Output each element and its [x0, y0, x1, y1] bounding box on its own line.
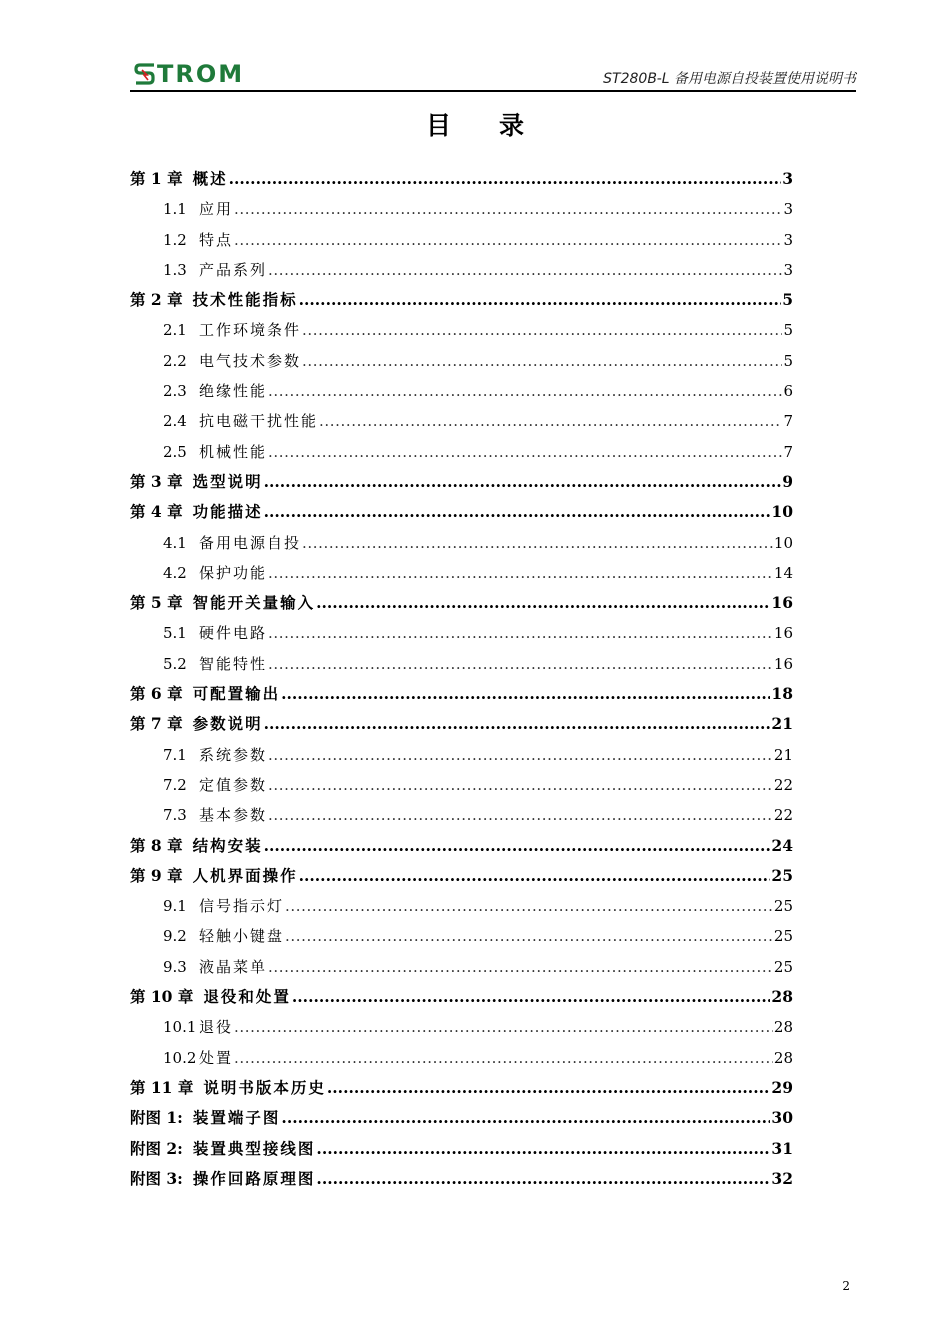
toc-entry-page: 3 [783, 260, 793, 279]
toc-section-entry[interactable] [130, 376, 793, 406]
toc-entry-number: 4.1 [163, 533, 187, 552]
toc-dot-leader [268, 255, 782, 285]
toc-dot-leader [316, 1164, 770, 1194]
toc-entry-label: 人机界面操作 [192, 865, 298, 885]
toc-dot-leader [319, 406, 782, 436]
toc-chapter-entry[interactable] [130, 831, 793, 861]
toc-entry-page: 16 [773, 654, 793, 673]
toc-chapter-entry[interactable] [130, 285, 793, 315]
toc-entry-page: 3 [783, 230, 793, 249]
toc-chapter-entry[interactable] [130, 709, 793, 739]
toc-entry-label: 电气技术参数 [199, 351, 302, 370]
toc-entry-page: 10 [773, 533, 793, 552]
toc-entry-label: 轻触小键盘 [199, 927, 285, 946]
toc-entry-label: 参数说明 [192, 714, 263, 734]
toc-dot-leader [316, 1134, 770, 1164]
toc-entry-label: 退役和处置 [203, 987, 291, 1007]
toc-entry-label: 绝缘性能 [199, 382, 268, 401]
toc-entry-page: 21 [771, 714, 793, 734]
toc-entry-number: 2.2 [163, 351, 187, 370]
toc-entry-number: 2.4 [163, 412, 187, 431]
toc-dot-leader [299, 861, 771, 891]
toc-entry-label: 可配置输出 [192, 684, 281, 704]
toc-entry-number: 1.1 [163, 200, 187, 219]
toc-dot-leader [316, 588, 770, 618]
toc-section-entry[interactable] [130, 1012, 793, 1042]
toc-entry-page: 28 [773, 1018, 793, 1037]
toc-entry-page: 21 [773, 745, 793, 764]
toc-entry-label: 装置端子图 [192, 1108, 281, 1128]
toc-dot-leader [268, 437, 782, 467]
toc-dot-leader [268, 376, 782, 406]
toc-entry-label: 机械性能 [199, 442, 268, 461]
toc-dot-leader [268, 558, 773, 588]
toc-chapter-entry[interactable] [130, 164, 793, 194]
toc-dot-leader [302, 315, 782, 345]
toc-section-entry[interactable] [130, 255, 793, 285]
toc-entry-number: 2.5 [163, 442, 187, 461]
toc-dot-leader [268, 770, 773, 800]
toc-entry-page: 9 [782, 471, 793, 491]
toc-entry-label: 液晶菜单 [199, 957, 268, 976]
toc-entry-number: 10.2 [163, 1048, 197, 1067]
toc-entry-number: 第 8 章 [130, 835, 183, 855]
toc-entry-number: 第 11 章 [130, 1077, 194, 1097]
toc-entry-page: 6 [783, 382, 793, 401]
toc-dot-leader [268, 800, 773, 830]
toc-entry-label: 操作回路原理图 [192, 1168, 316, 1188]
toc-dot-leader [268, 952, 773, 982]
toc-entry-page: 18 [771, 684, 793, 704]
toc-entry-number: 第 10 章 [130, 987, 194, 1007]
toc-entry-page: 3 [783, 200, 793, 219]
toc-entry-label: 特点 [199, 230, 234, 249]
toc-entry-page: 25 [773, 957, 793, 976]
toc-entry-number: 附图 2: [130, 1138, 183, 1158]
header-divider [130, 90, 856, 92]
toc-entry-page: 25 [773, 927, 793, 946]
toc-section-entry[interactable] [130, 740, 793, 770]
toc-entry-page: 16 [773, 624, 793, 643]
toc-chapter-entry[interactable] [130, 1134, 793, 1164]
toc-entry-label: 系统参数 [199, 745, 268, 764]
toc-entry-label: 备用电源自投 [199, 533, 302, 552]
toc-entry-number: 第 9 章 [130, 865, 183, 885]
toc-dot-leader [234, 1043, 773, 1073]
toc-entry-number: 7.2 [163, 775, 187, 794]
toc-entry-number: 第 4 章 [130, 502, 183, 522]
toc-entry-number: 1.3 [163, 260, 187, 279]
toc-entry-label: 技术性能指标 [192, 290, 298, 310]
toc-entry-page: 5 [782, 290, 793, 310]
toc-entry-page: 24 [771, 835, 793, 855]
toc-entry-number: 7.1 [163, 745, 187, 764]
toc-entry-number: 9.3 [163, 957, 187, 976]
toc-entry-page: 28 [771, 987, 793, 1007]
strom-logo [134, 62, 244, 86]
toc-entry-label: 应用 [199, 200, 234, 219]
toc-entry-label: 定值参数 [199, 775, 268, 794]
toc-dot-leader [264, 831, 771, 861]
toc-section-entry[interactable] [130, 315, 793, 345]
toc-section-entry[interactable] [130, 891, 793, 921]
toc-section-entry[interactable] [130, 406, 793, 436]
toc-section-entry[interactable] [130, 437, 793, 467]
toc-dot-leader [264, 709, 771, 739]
toc-entry-label: 保护功能 [199, 563, 268, 582]
table-of-contents [130, 164, 793, 1194]
toc-entry-number: 7.3 [163, 806, 187, 825]
toc-chapter-entry[interactable] [130, 679, 793, 709]
toc-entry-page: 3 [782, 169, 793, 188]
toc-dot-leader [264, 497, 771, 527]
toc-dot-leader [229, 164, 782, 194]
toc-dot-leader [234, 225, 782, 255]
toc-dot-leader [285, 921, 773, 951]
toc-chapter-entry[interactable] [130, 861, 793, 891]
toc-chapter-entry[interactable] [130, 588, 793, 618]
toc-entry-label: 基本参数 [199, 806, 268, 825]
toc-entry-page: 28 [773, 1048, 793, 1067]
toc-dot-leader [281, 679, 770, 709]
toc-entry-number: 第 2 章 [130, 290, 183, 310]
toc-section-entry[interactable] [130, 528, 793, 558]
toc-entry-page: 7 [783, 442, 793, 461]
toc-entry-label: 概述 [192, 169, 228, 188]
toc-dot-leader [268, 740, 773, 770]
toc-entry-label: 结构安装 [192, 835, 263, 855]
toc-entry-label: 智能开关量输入 [192, 593, 316, 613]
toc-entry-number: 1.2 [163, 230, 187, 249]
toc-entry-label: 硬件电路 [199, 624, 268, 643]
toc-dot-leader [268, 618, 773, 648]
logo-text: TROM [157, 60, 245, 88]
toc-dot-leader [268, 649, 773, 679]
toc-entry-label: 产品系列 [199, 260, 268, 279]
toc-section-entry[interactable] [130, 346, 793, 376]
toc-dot-leader [285, 891, 773, 921]
page-number: 2 [842, 1279, 850, 1293]
toc-chapter-entry[interactable] [130, 1103, 793, 1133]
toc-dot-leader [281, 1103, 770, 1133]
toc-dot-leader [234, 194, 782, 224]
toc-entry-number: 附图 1: [130, 1108, 183, 1128]
toc-section-entry[interactable] [130, 225, 793, 255]
toc-section-entry[interactable] [130, 952, 793, 982]
toc-entry-page: 25 [771, 865, 793, 885]
toc-dot-leader [327, 1073, 771, 1103]
toc-entry-number: 第 5 章 [130, 593, 183, 613]
toc-entry-page: 22 [773, 775, 793, 794]
toc-chapter-entry[interactable] [130, 467, 793, 497]
toc-entry-number: 第 1 章 [130, 169, 183, 188]
toc-entry-page: 5 [783, 351, 793, 370]
toc-entry-number: 第 3 章 [130, 471, 183, 491]
toc-entry-number: 2.3 [163, 382, 187, 401]
toc-entry-label: 抗电磁干扰性能 [199, 412, 319, 431]
toc-entry-label: 处置 [199, 1048, 234, 1067]
toc-entry-label: 选型说明 [192, 471, 263, 491]
toc-chapter-entry[interactable] [130, 982, 793, 1012]
toc-entry-page: 7 [783, 412, 793, 431]
toc-entry-page: 31 [771, 1138, 793, 1158]
toc-section-entry[interactable] [130, 921, 793, 951]
toc-entry-number: 第 7 章 [130, 714, 183, 734]
toc-entry-number: 9.1 [163, 897, 187, 916]
toc-entry-label: 工作环境条件 [199, 321, 302, 340]
toc-entry-number: 2.1 [163, 321, 187, 340]
toc-entry-page: 16 [771, 593, 793, 613]
toc-entry-label: 智能特性 [199, 654, 268, 673]
toc-dot-leader [264, 467, 782, 497]
document-title: ST280B-L 备用电源自投装置使用说明书 [603, 71, 856, 87]
toc-section-entry[interactable] [130, 1043, 793, 1073]
toc-dot-leader [234, 1012, 773, 1042]
toc-dot-leader [302, 528, 773, 558]
toc-entry-page: 5 [783, 321, 793, 340]
toc-entry-page: 22 [773, 806, 793, 825]
toc-dot-leader [292, 982, 771, 1012]
toc-entry-page: 29 [771, 1077, 793, 1097]
toc-entry-page: 25 [773, 897, 793, 916]
toc-entry-page: 10 [771, 502, 793, 522]
toc-entry-label: 信号指示灯 [199, 897, 285, 916]
logo-s-icon [134, 62, 156, 86]
toc-entry-label: 说明书版本历史 [203, 1077, 326, 1097]
toc-entry-number: 10.1 [163, 1018, 197, 1037]
toc-section-entry[interactable] [130, 558, 793, 588]
toc-entry-number: 9.2 [163, 927, 187, 946]
toc-section-entry[interactable] [130, 800, 793, 830]
toc-entry-number: 5.2 [163, 654, 187, 673]
toc-entry-label: 功能描述 [192, 502, 263, 522]
toc-entry-page: 30 [771, 1108, 793, 1128]
toc-section-entry[interactable] [130, 618, 793, 648]
toc-chapter-entry[interactable] [130, 497, 793, 527]
toc-entry-number: 第 6 章 [130, 684, 183, 704]
toc-chapter-entry[interactable] [130, 1073, 793, 1103]
toc-dot-leader [302, 346, 782, 376]
toc-section-entry[interactable] [130, 649, 793, 679]
toc-entry-number: 4.2 [163, 563, 187, 582]
toc-chapter-entry[interactable] [130, 1164, 793, 1194]
toc-section-entry[interactable] [130, 194, 793, 224]
toc-entry-label: 装置典型接线图 [192, 1138, 316, 1158]
toc-entry-number: 附图 3: [130, 1168, 183, 1188]
toc-entry-number: 5.1 [163, 624, 187, 643]
page-header [130, 58, 856, 92]
toc-entry-label: 退役 [199, 1018, 234, 1037]
toc-entry-page: 14 [773, 563, 793, 582]
toc-title: 目录 [425, 111, 572, 140]
toc-entry-page: 32 [771, 1168, 793, 1188]
toc-dot-leader [299, 285, 782, 315]
toc-section-entry[interactable] [130, 770, 793, 800]
